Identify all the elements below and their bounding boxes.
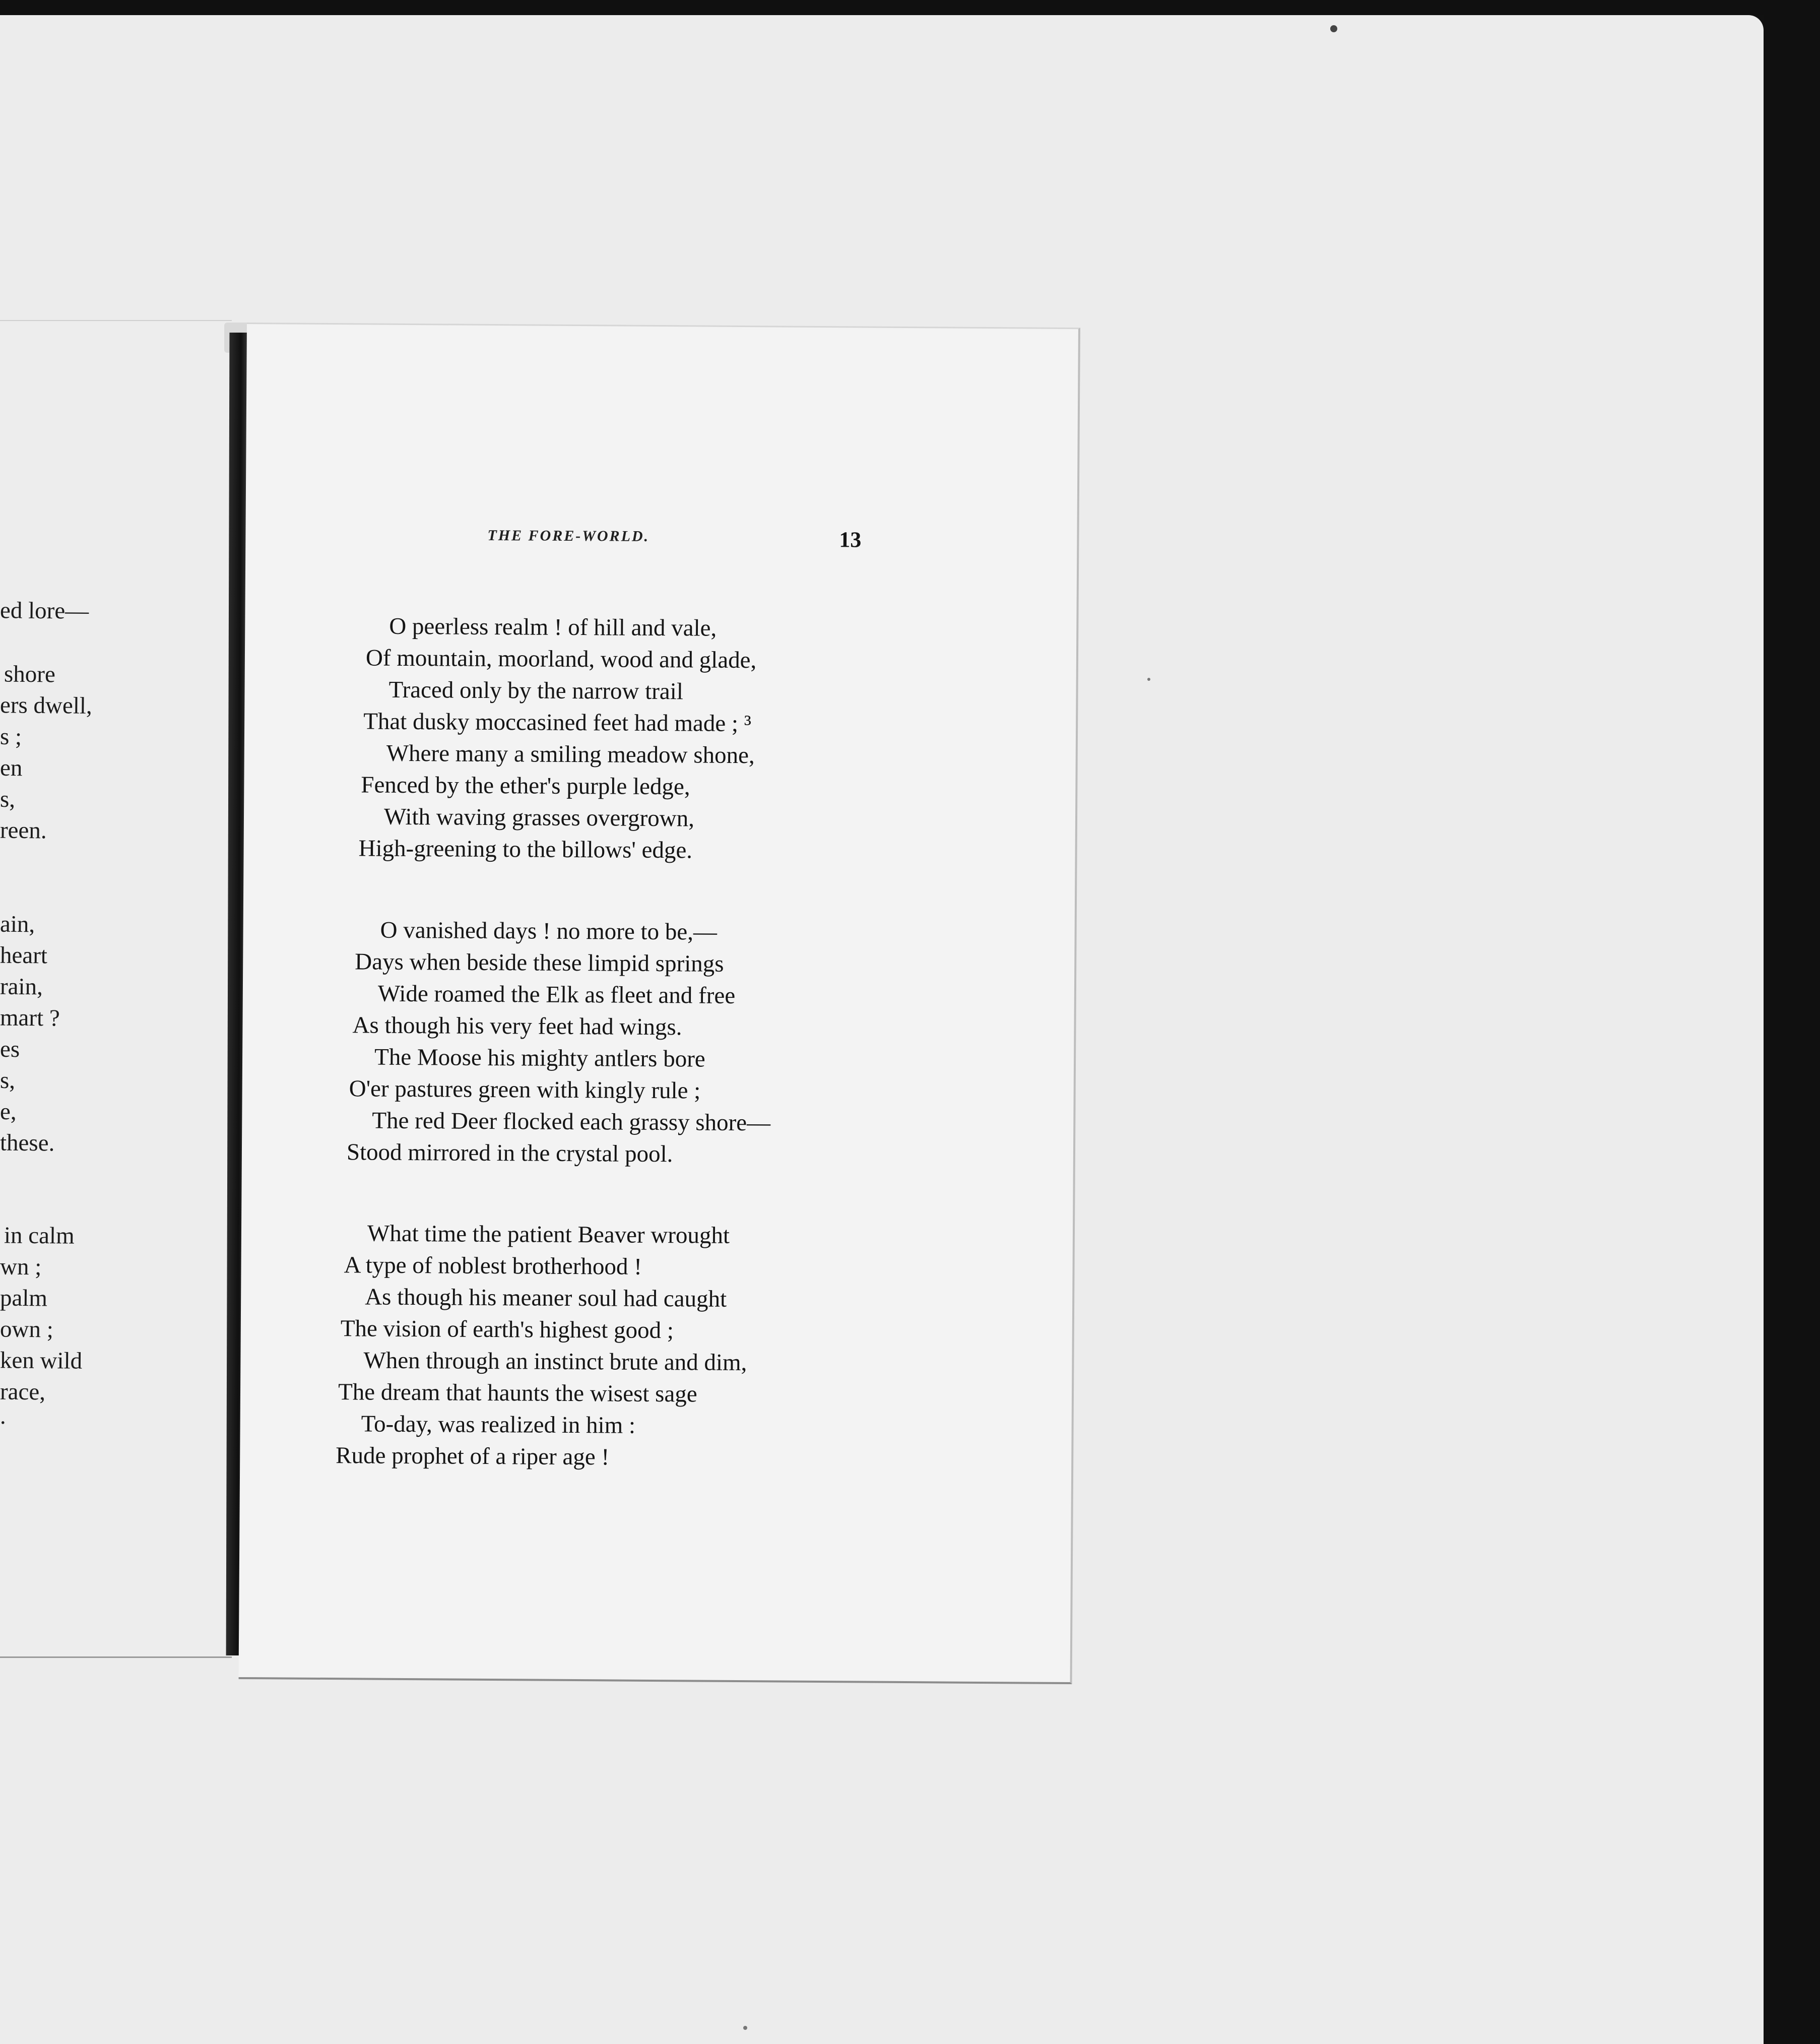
left-page-line: e, xyxy=(0,1098,17,1125)
left-page xyxy=(0,320,232,1658)
left-page-line: wn ; xyxy=(0,1253,42,1281)
left-page-line: shore xyxy=(4,661,56,688)
left-page-line: palm xyxy=(0,1285,48,1312)
verse-line: Where many a smiling meadow shone, xyxy=(386,740,755,769)
left-page-line: ed lore— xyxy=(0,597,89,624)
left-page-line: race, xyxy=(0,1378,46,1406)
left-page-line: ain, xyxy=(0,911,35,938)
verse-line: The red Deer flocked each grassy shore— xyxy=(372,1107,771,1136)
verse-line: With waving grasses overgrown, xyxy=(383,803,695,832)
verse-line: O'er pastures green with kingly rule ; xyxy=(349,1075,701,1104)
verse-line: O peerless realm ! of hill and vale, xyxy=(389,613,717,642)
verse-line: The vision of earth's highest good ; xyxy=(340,1315,674,1344)
scan-speck xyxy=(743,2026,747,2030)
verse-line: The dream that haunts the wisest sage xyxy=(338,1379,697,1408)
film-top-border xyxy=(0,0,1820,15)
left-page-line: . xyxy=(0,1402,6,1430)
verse-line: Rude prophet of a riper age ! xyxy=(336,1442,610,1471)
verse-line: The Moose his mighty antlers bore xyxy=(374,1044,705,1072)
verse-line: High-greening to the billows' edge. xyxy=(358,835,693,864)
verse-line: What time the patient Beaver wrought xyxy=(367,1220,730,1249)
right-page xyxy=(239,323,1080,1684)
running-head: THE FORE-WORLD. xyxy=(487,527,650,545)
left-page-line: en xyxy=(0,754,23,782)
left-page-line: own ; xyxy=(0,1316,53,1343)
left-page-line: reen. xyxy=(0,817,47,844)
verse-line: Traced only by the narrow trail xyxy=(388,676,684,705)
verse-line: Wide roamed the Elk as fleet and free xyxy=(377,980,736,1009)
left-page-line: s, xyxy=(0,786,16,813)
left-page-line: es xyxy=(0,1036,20,1063)
verse-line: Of mountain, moorland, wood and glade, xyxy=(365,645,757,674)
left-page-line: heart xyxy=(0,942,48,969)
left-page-line: s ; xyxy=(0,723,22,750)
left-page-line: mart ? xyxy=(0,1004,60,1032)
verse-line: As though his meaner soul had caught xyxy=(365,1284,727,1312)
verse-line: To-day, was realized in him : xyxy=(361,1411,636,1439)
verse-line: A type of noblest brotherhood ! xyxy=(344,1252,642,1280)
verse-line: As though his very feet had wings. xyxy=(352,1012,682,1041)
verse-line: That dusky moccasined feet had made ; ³ xyxy=(363,708,752,737)
scan-speck xyxy=(1330,25,1337,32)
page-number: 13 xyxy=(839,527,862,552)
left-page-line: ers dwell, xyxy=(0,692,92,719)
verse-line: O vanished days ! no more to be,— xyxy=(380,917,718,945)
verse-line: Fenced by the ether's purple ledge, xyxy=(361,772,690,800)
left-page-line: s, xyxy=(0,1067,16,1094)
left-page-line: rain, xyxy=(0,973,43,1000)
verse-line: Stood mirrored in the crystal pool. xyxy=(346,1139,673,1168)
film-right-border xyxy=(1764,0,1820,2044)
verse-line: Days when beside these limpid springs xyxy=(355,948,724,977)
verse-line: When through an instinct brute and dim, xyxy=(363,1347,747,1376)
left-page-line: in calm xyxy=(4,1222,75,1249)
left-page-line: these. xyxy=(0,1129,55,1157)
left-page-line: ken wild xyxy=(0,1347,83,1374)
scan-speck xyxy=(1147,678,1150,681)
